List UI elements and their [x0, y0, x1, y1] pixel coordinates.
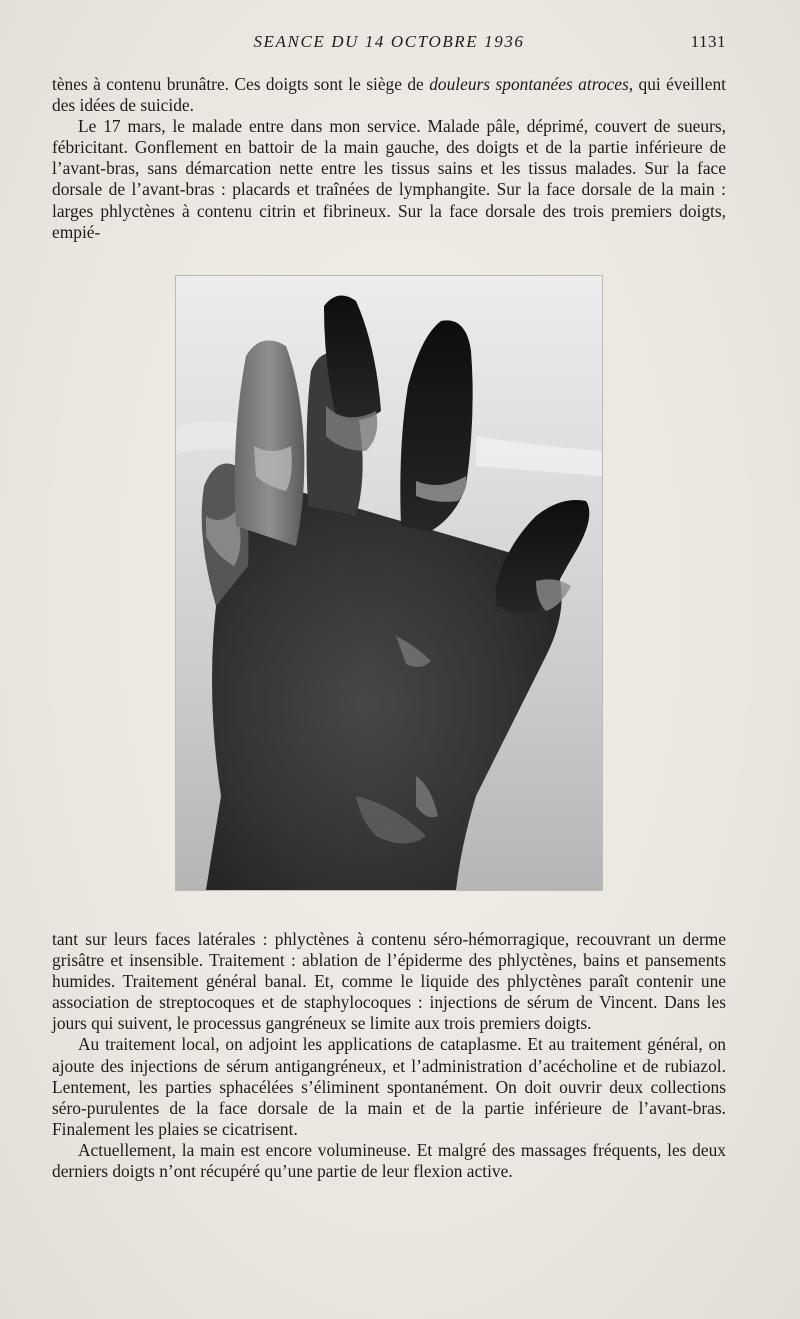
paragraph: Au traitement local, on adjoint les applications de cataplasme. Et au traitement général, on ajoute des injections de sérum antigangréneux, et l’administration d’acécholine et de rubiazol. Lentement, les parties sphacélées s’éliminent spontanément. On doit ouvrir deux collections séro-purulentes de la face dorsale de la main et de la partie inférieure de l’avant-bras. Finalement les plaies se cicatrisent. [52, 1034, 726, 1139]
running-header [52, 32, 726, 54]
paragraph-continuation [52, 74, 726, 116]
gangrenous-hand-photograph-icon [176, 276, 602, 890]
paragraph: Actuellement, la main est encore volumineuse. Et malgré des massages fréquents, les deux derniers doigts n’ont récupéré qu’une partie de leur flexion active. [52, 1139, 726, 1182]
page-number: 1131 [690, 32, 726, 51]
running-title: SEANCE DU 14 OCTOBRE 1936 [253, 32, 525, 51]
paragraph-continuation: tant sur leurs faces latérales : phlyctènes à contenu séro-hémorragique, recouvrant un derme grisâtre et insensible. Traitement : ablation de l’épiderme des phlyctènes, bains et pansements humides. Traitement général banal. Et, comme le liquide des phlyctènes paraît contenir une association de streptocoques et de staphylocoques : injections de sérum de Vincent. Dans les jours qui suivent, le processus gangréneux se limite aux trois premiers doigts. [52, 929, 726, 1034]
text-run: tènes à contenu brunâtre. Ces doigts sont le siège de [52, 74, 430, 94]
text-block-bottom [52, 929, 726, 1182]
text-run: , qui éveillent des idées de suicide. [52, 74, 727, 116]
clinical-photograph [176, 276, 602, 890]
paragraph: Le 17 mars, le malade entre dans mon service. Malade pâle, déprimé, couvert de sueurs, fébricitant. Gonflement en battoir de la main gauche, des doigts et de la partie inférieure de l’avant-bras, sans démarcation nette entre les tissus sains et les tissus malades. Sur la face dorsale de l’avant-bras : placards et traînées de lymphangite. Sur la face dorsale de la main : larges phlyctènes à contenu citrin et fibrineux. Sur la face dorsale des trois premiers doigts, empié- [52, 116, 726, 242]
emphasis-text: douleurs spontanées atroces [429, 74, 629, 94]
text-block-top [52, 74, 726, 243]
